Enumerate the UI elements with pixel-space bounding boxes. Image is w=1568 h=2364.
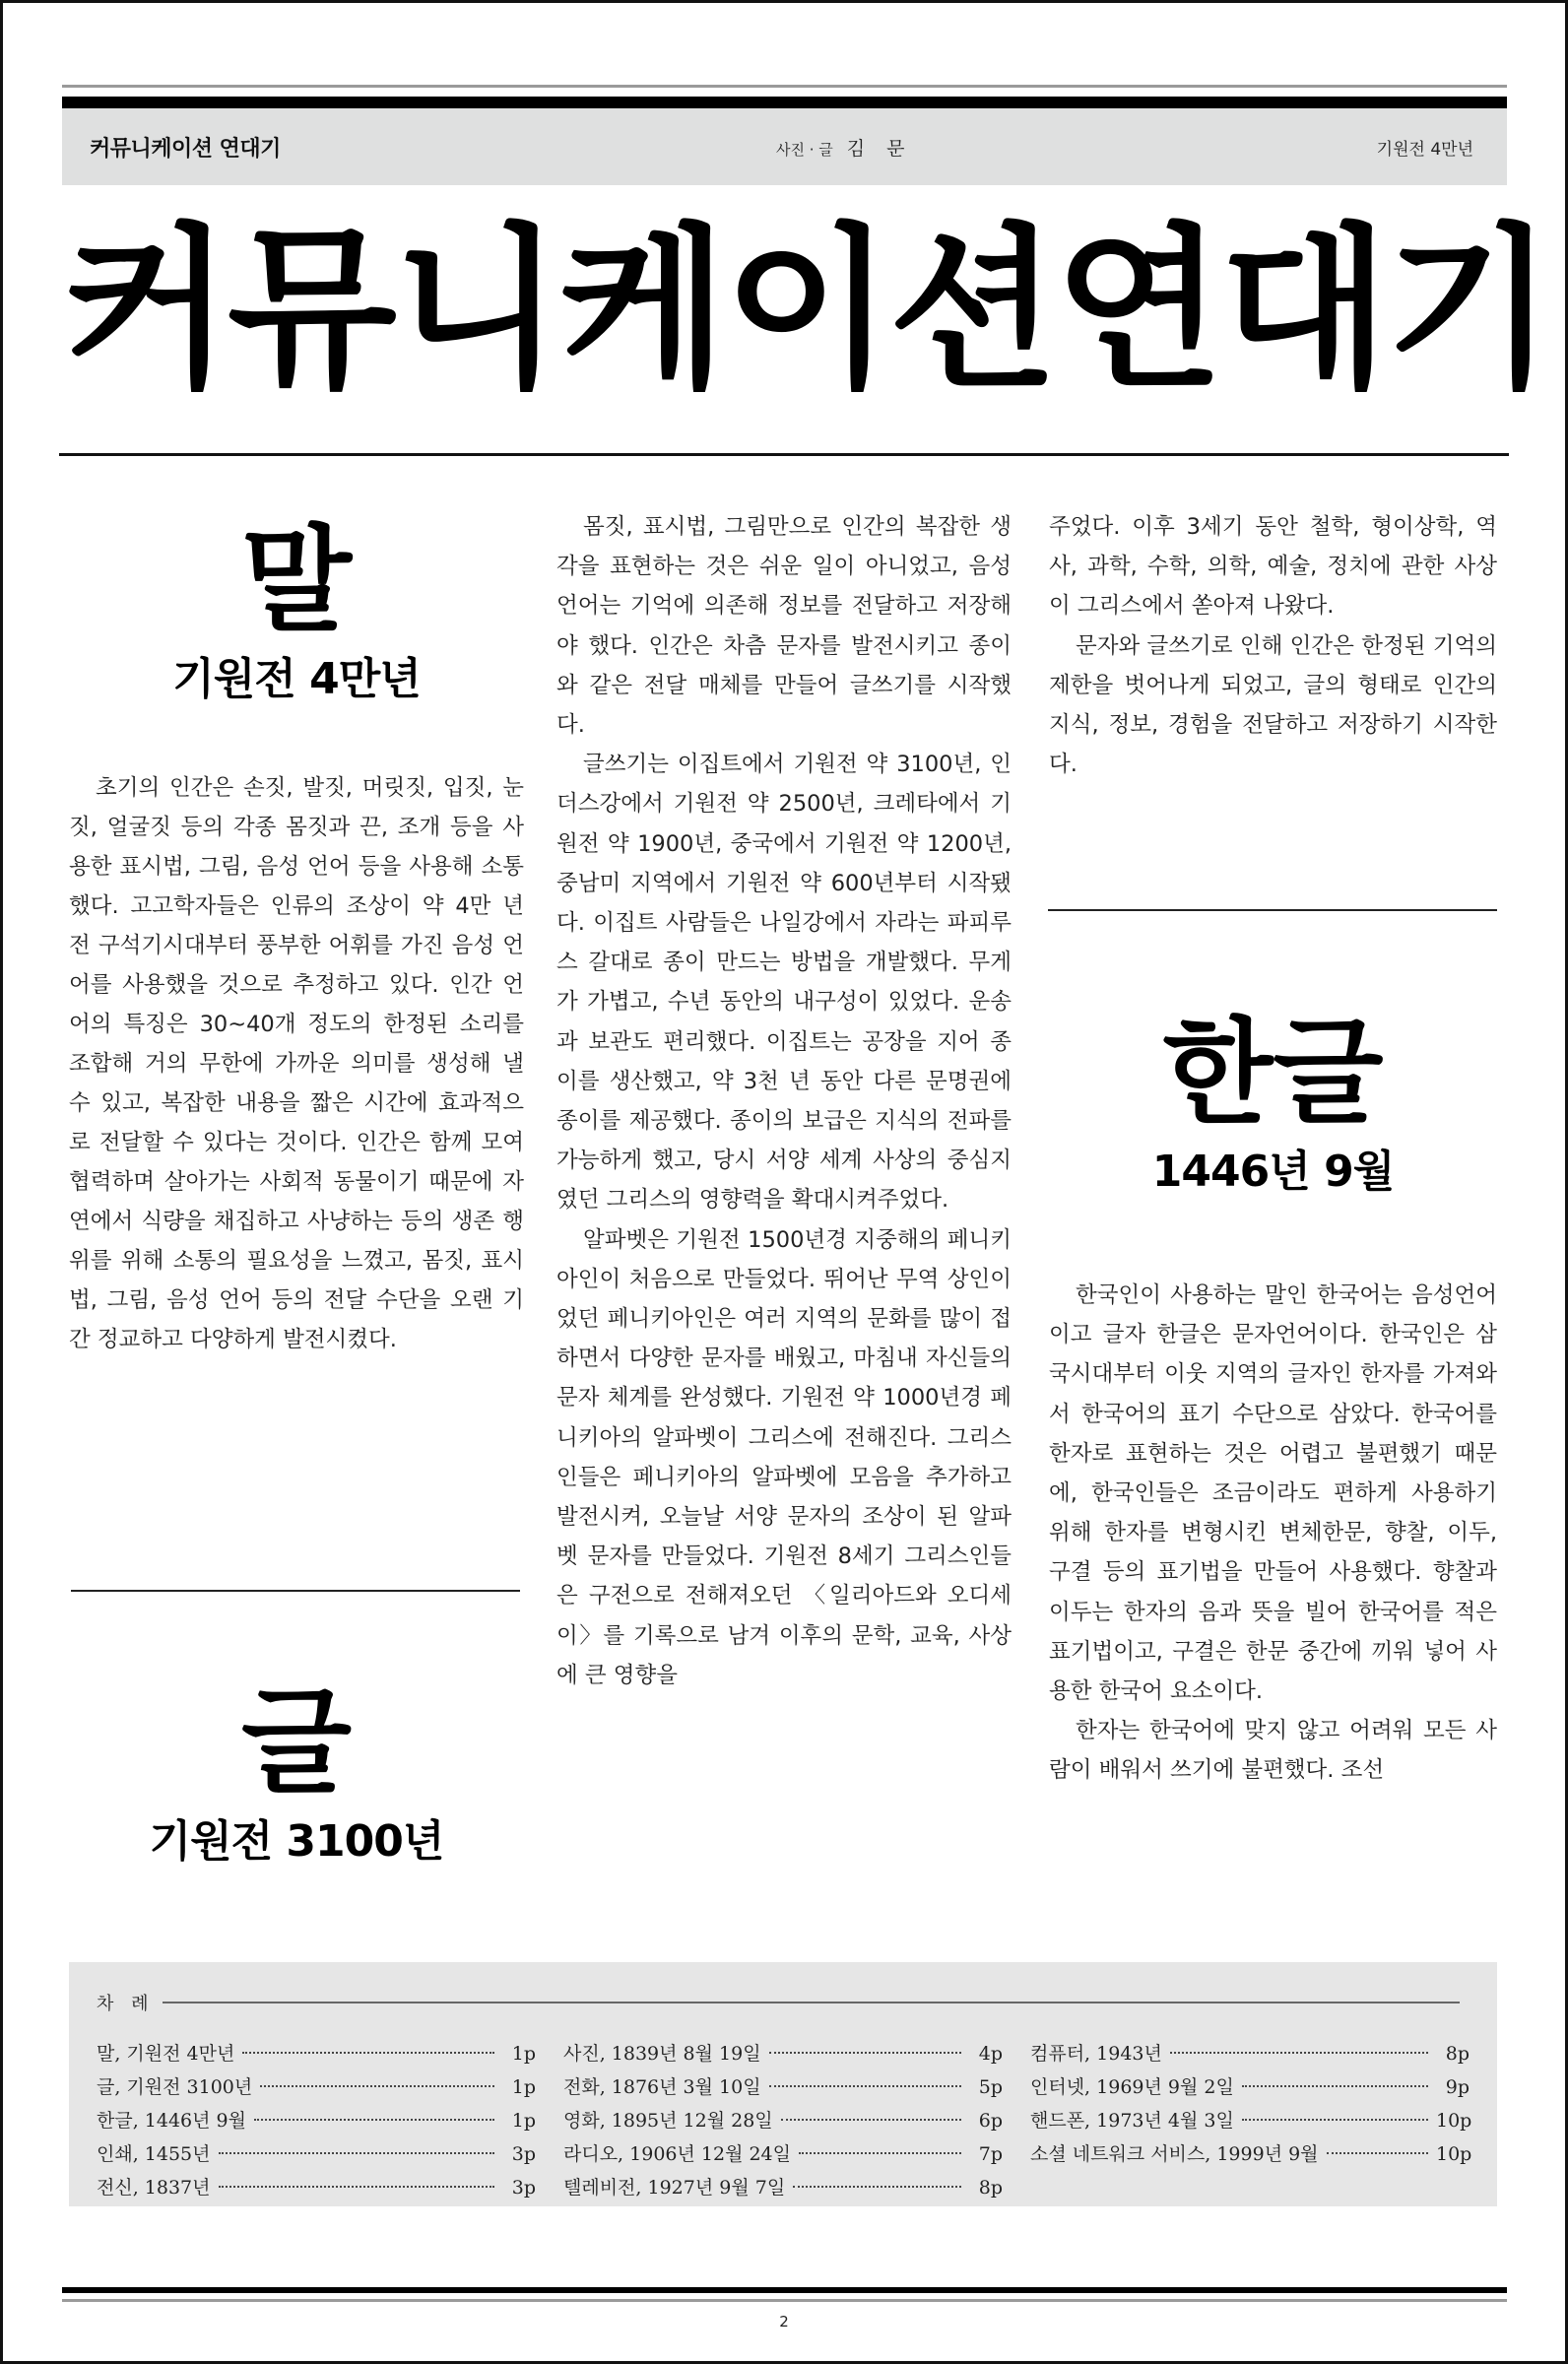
toc-column (97, 2039, 536, 2206)
leader-dots (1170, 2052, 1428, 2054)
toc-column (563, 2039, 1003, 2206)
toc-entry[interactable] (563, 2106, 1003, 2139)
section-heading-mal (69, 512, 524, 709)
page-title: 커뮤니케이션연대기 (62, 208, 1551, 412)
section-heading-geul (69, 1674, 524, 1872)
paragraph: 알파벳은 기원전 1500년경 지중해의 페니키아인이 처음으로 만들었다. 뛰어난 무역 상인이었던 페니키아인은 여러 지역의 문화를 많이 접하면서 다양한 문자를 배웠고, 마침내 자신들의 문자 체계를 완성했다. 기원전 약 1000년경 페니키아의 알파벳이 그리스에 전해진다. 그리스인들은 페니키아의 알파벳에 모음을 추가하고 발전시켜, 오늘날 서양 문자의 조상이 된 알파벳 문자를 만들었다. 기원전 8세기 그리스인들은 구전으로 전해져오던 〈일리아드와 오디세이〉를 기록으로 남겨 이후의 문학, 교육, 사상에 큰 영향을 (556, 1226, 1012, 1688)
toc-entry[interactable] (97, 2106, 536, 2139)
series-title: 커뮤니케이션 연대기 (90, 136, 281, 162)
toc-entry-label: 한글, 1446년 9월 (97, 2110, 246, 2132)
toc-entry[interactable] (1030, 2039, 1470, 2072)
section-date: 1446년 9월 (1151, 1147, 1395, 1197)
leader-dots (254, 2119, 494, 2121)
toc-entry-page: 7p (978, 2143, 1003, 2165)
leader-dots (781, 2119, 961, 2121)
toc-title-rule (163, 2002, 1461, 2003)
toc-entry[interactable] (563, 2173, 1003, 2206)
leader-dots (1242, 2119, 1428, 2121)
section-title: 글 (240, 1676, 353, 1809)
leader-dots (242, 2052, 494, 2054)
section-title: 한글 (1162, 1007, 1384, 1140)
top-divider (62, 85, 1507, 88)
author-name: 김 문 (846, 137, 913, 160)
leader-dots (769, 2052, 961, 2054)
paragraph: 초기의 인간은 손짓, 발짓, 머릿짓, 입짓, 눈짓, 얼굴짓 등의 각종 몸짓과 끈, 조개 등을 사용한 표시법, 그림, 음성 언어 등을 사용해 소통했다. 고고학자들은 인류의 조상이 약 4만 년 전 구석기시대부터 풍부한 어휘를 가진 음성 언어를 사용했을 것으로 추정하고 있다. 인간 언어의 특징은 30~40개 정도의 한정된 소리를 조합해 거의 무한에 가까운 의미를 생성해 낼 수 있고, 복잡한 내용을 짧은 시간에 효과적으로 전달할 수 있다는 것이다. 인간은 함께 모여 협력하며 살아가는 사회적 동물이기 때문에 자연에서 식량을 채집하고 사냥하는 등의 생존 행위를 위해 소통의 필요성을 느꼈고, 몸짓, 표시법, 그림, 음성 언어 등의 전달 수단을 오랜 기간 정교하고 다양하게 발전시켰다. (69, 775, 524, 1352)
footer-black-rule (62, 2287, 1507, 2293)
credit-label: 사진 · 글 (776, 140, 833, 159)
paragraph: 문자와 글쓰기로 인해 인간은 한정된 기억의 제한을 벗어나게 되었고, 글의 형태로 인간의 지식, 정보, 경험을 전달하고 저장하기 시작한다. (1049, 632, 1497, 778)
paragraph: 한자는 한국어에 맞지 않고 어려워 모든 사람이 배워서 쓰기에 불편했다. 조선 (1049, 1718, 1497, 1784)
toc-entry-page: 5p (978, 2076, 1003, 2098)
toc-entry[interactable] (563, 2139, 1003, 2173)
article-body-geul-continued (1049, 507, 1497, 784)
leader-dots (799, 2152, 961, 2154)
toc-entry-page: 10p (1436, 2110, 1472, 2132)
toc-entry-label: 전신, 1837년 (97, 2177, 211, 2199)
toc-entry-label: 컴퓨터, 1943년 (1030, 2043, 1162, 2065)
toc-entry[interactable] (97, 2139, 536, 2173)
toc-entry[interactable] (1030, 2139, 1470, 2173)
leader-dots (1242, 2085, 1428, 2087)
toc-entry-label: 텔레비전, 1927년 9월 7일 (563, 2177, 786, 2199)
toc-entry-label: 핸드폰, 1973년 4월 3일 (1030, 2110, 1234, 2132)
toc-entry[interactable] (1030, 2106, 1470, 2139)
toc-column (1030, 2039, 1470, 2206)
toc-entry-label: 전화, 1876년 3월 10일 (563, 2076, 761, 2098)
paragraph: 몸짓, 표시법, 그림만으로 인간의 복잡한 생각을 표현하는 것은 쉬운 일이 아니었고, 음성 언어는 기억에 의존해 정보를 전달하고 저장해야 했다. 인간은 차츰 문자를 발전시키고 종이와 같은 전달 매체를 만들어 글쓰기를 시작했다. (556, 514, 1012, 739)
toc-entry-page: 6p (978, 2110, 1003, 2132)
toc-title: 차 례 (97, 1994, 155, 2014)
toc-entry-page: 3p (511, 2143, 536, 2165)
toc-header (97, 1990, 1470, 2015)
toc-entry-page: 1p (511, 2076, 536, 2098)
toc-entry-page: 8p (1445, 2043, 1470, 2065)
toc-entry-page: 8p (978, 2177, 1003, 2199)
header-date: 기원전 4만년 (1376, 139, 1473, 160)
toc-entry-label: 글, 기원전 3100년 (97, 2076, 253, 2098)
toc-entry-page: 1p (511, 2110, 536, 2132)
toc-entry-label: 말, 기원전 4만년 (97, 2043, 235, 2065)
section-date: 기원전 4만년 (172, 654, 421, 704)
article-body-hangul (1049, 1276, 1497, 1791)
leader-dots (219, 2186, 495, 2188)
toc-entry[interactable] (97, 2039, 536, 2072)
section-title: 말 (240, 514, 353, 647)
toc-entry-page: 9p (1445, 2076, 1470, 2098)
toc-entry-label: 인터넷, 1969년 9월 2일 (1030, 2076, 1234, 2098)
toc-entry-label: 영화, 1895년 12월 28일 (563, 2110, 773, 2132)
toc-entry-page: 10p (1436, 2143, 1472, 2165)
table-of-contents (69, 1962, 1497, 2206)
footer-gray-rule (62, 2299, 1507, 2302)
top-black-bar (62, 97, 1507, 108)
paragraph: 주었다. 이후 3세기 동안 철학, 형이상학, 역사, 과학, 수학, 의학, 예술, 정치에 관한 사상이 그리스에서 쏟아져 나왔다. (1049, 514, 1497, 620)
toc-entry-label: 소셜 네트워크 서비스, 1999년 9월 (1030, 2143, 1319, 2165)
toc-columns (97, 2039, 1470, 2206)
toc-entry[interactable] (563, 2039, 1003, 2072)
paragraph: 글쓰기는 이집트에서 기원전 약 3100년, 인더스강에서 기원전 약 2500년, 크레타에서 기원전 약 1900년, 중국에서 기원전 약 1200년, 중남미 지역에서 기원전 약 600년부터 시작됐다. 이집트 사람들은 나일강에서 자라는 파피루스 갈대로 종이 만드는 방법을 개발했다. 무게가 가볍고, 수년 동안의 내구성이 있었다. 운송과 보관도 편리했다. 이집트는 공장을 지어 종이를 생산했고, 약 3천 년 동안 다른 문명권에 종이를 제공했다. 종이의 보급은 지식의 전파를 가능하게 했고, 당시 서양 세계 사상의 중심지였던 그리스의 영향력을 확대시켜주었다. (556, 752, 1012, 1214)
leader-dots (1327, 2152, 1428, 2154)
running-header (62, 108, 1507, 185)
leader-dots (260, 2085, 494, 2087)
toc-entry[interactable] (1030, 2072, 1470, 2106)
article-body-mal (69, 768, 524, 1359)
leader-dots (219, 2152, 495, 2154)
toc-entry-page: 4p (978, 2043, 1003, 2065)
leader-dots (793, 2186, 961, 2188)
credit (776, 134, 913, 161)
paragraph: 한국인이 사용하는 말인 한국어는 음성언어이고 글자 한글은 문자언어이다. 한국인은 삼국시대부터 이웃 지역의 글자인 한자를 가져와서 한국어의 표기 수단으로 삼았다. 한국어를 한자로 표현하는 것은 어렵고 불편했기 때문에, 한국인들은 조금이라도 편하게 사용하기 위해 한자를 변형시킨 변체한문, 향찰, 이두, 구결 등의 표기법을 만들어 사용했다. 향찰과 이두는 한자의 음과 뜻을 빌어 한국어를 적은 표기법이고, 구결은 한문 중간에 끼워 넣어 사용한 한국어 요소이다. (1049, 1282, 1497, 1705)
toc-entry-page: 1p (511, 2043, 536, 2065)
page-number: 2 (779, 2313, 789, 2331)
section-heading-hangul (1049, 1005, 1497, 1202)
toc-entry[interactable] (97, 2173, 536, 2206)
section-divider (1048, 909, 1497, 911)
article-body-geul (556, 507, 1012, 1695)
toc-entry-label: 인쇄, 1455년 (97, 2143, 211, 2165)
leader-dots (769, 2085, 961, 2087)
toc-entry-page: 3p (511, 2177, 536, 2199)
title-divider (59, 453, 1509, 456)
section-divider (71, 1590, 520, 1592)
toc-entry[interactable] (97, 2072, 536, 2106)
section-date: 기원전 3100년 (149, 1816, 444, 1867)
toc-entry[interactable] (563, 2072, 1003, 2106)
toc-entry-label: 라디오, 1906년 12월 24일 (563, 2143, 791, 2165)
toc-entry-label: 사진, 1839년 8월 19일 (563, 2043, 761, 2065)
